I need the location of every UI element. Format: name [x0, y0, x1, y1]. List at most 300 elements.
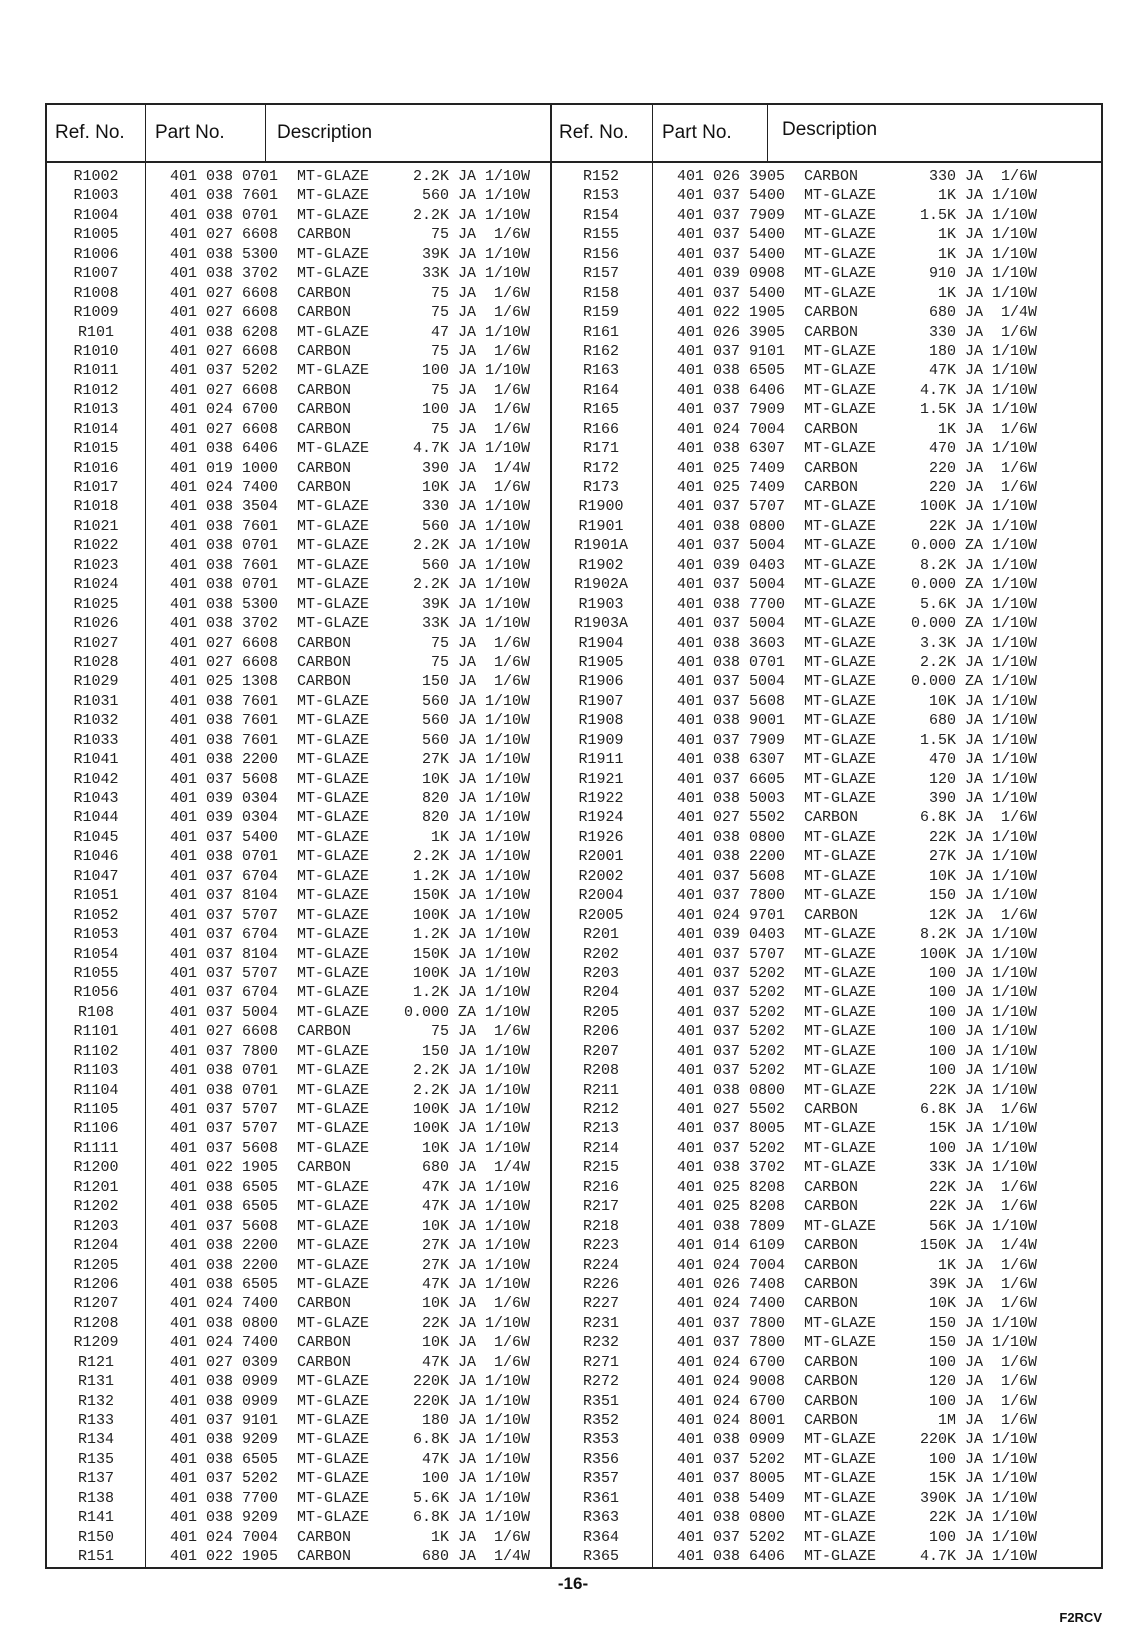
description-value: 470 JA 1/10W: [928, 440, 1037, 458]
description-value: 1K JA 1/10W: [937, 226, 1037, 244]
ref-no: R2004: [578, 887, 624, 905]
table-row: [47, 420, 550, 439]
ref-no: R171: [582, 440, 619, 458]
ref-no: R1026: [73, 615, 119, 633]
description-type: MT-GLAZE: [804, 731, 877, 749]
description-value: 1K JA 1/6W: [937, 1256, 1037, 1274]
table-row: [552, 439, 1102, 458]
description-value: 150K JA 1/10W: [412, 945, 530, 963]
description-type: CARBON: [804, 1101, 859, 1118]
part-no: 401 038 6406: [677, 381, 786, 399]
part-no: 401 038 7601: [170, 712, 279, 730]
part-no: 401 037 5707: [170, 964, 279, 982]
description-type: MT-GLAZE: [804, 1334, 877, 1352]
description-type: MT-GLAZE: [297, 595, 370, 613]
part-no: 401 037 5608: [677, 867, 786, 885]
part-no: 401 024 7004: [170, 1528, 279, 1546]
description-value: 75 JA 1/6W: [430, 381, 530, 399]
description-type: MT-GLAZE: [804, 790, 877, 807]
description-value: 6.8K JA 1/10W: [412, 1509, 530, 1527]
table-row: [47, 672, 550, 691]
table-row: [552, 1450, 1102, 1469]
description-type: MT-GLAZE: [297, 828, 370, 846]
part-no: 401 037 5608: [170, 770, 279, 788]
part-no: 401 024 6700: [677, 1353, 786, 1371]
description-type: MT-GLAZE: [804, 945, 877, 963]
description-type: MT-GLAZE: [804, 1042, 877, 1060]
ref-no: R223: [582, 1237, 619, 1255]
table-row: [47, 575, 550, 594]
description-value: 4.7K JA 1/10W: [919, 381, 1037, 399]
description-type: MT-GLAZE: [297, 790, 370, 807]
description-value: 47K JA 1/10W: [421, 1450, 530, 1468]
ref-no: R1924: [578, 809, 624, 827]
description-type: MT-GLAZE: [804, 206, 877, 224]
table-row: [47, 342, 550, 361]
part-no: 401 024 7400: [170, 1334, 279, 1352]
description-type: CARBON: [297, 1023, 352, 1041]
description-type: MT-GLAZE: [804, 964, 877, 982]
ref-no: R1926: [578, 828, 624, 846]
part-no: 401 024 6700: [170, 401, 279, 419]
description-value: 1.5K JA 1/10W: [919, 731, 1037, 749]
table-row: [552, 206, 1102, 225]
ref-no: R1202: [73, 1198, 119, 1216]
description-type: MT-GLAZE: [804, 440, 877, 458]
ref-no: R1021: [73, 517, 119, 535]
header-desc-left: Description: [277, 122, 373, 143]
table-row: [552, 381, 1102, 400]
description-value: 100 JA 1/10W: [928, 1003, 1037, 1021]
part-no: 401 037 6605: [677, 770, 786, 788]
description-type: MT-GLAZE: [297, 867, 370, 885]
right-rows: [552, 167, 1102, 1567]
description-type: MT-GLAZE: [804, 362, 877, 380]
part-no: 401 027 6608: [170, 226, 279, 244]
ref-no: R353: [582, 1431, 619, 1449]
description-type: CARBON: [804, 1178, 859, 1196]
ref-no: R137: [77, 1470, 114, 1488]
part-no: 401 037 5707: [170, 1101, 279, 1118]
description-value: 22K JA 1/6W: [928, 1198, 1037, 1216]
ref-no: R1208: [73, 1314, 119, 1332]
part-no: 401 037 5707: [677, 945, 786, 963]
ref-no: R1922: [578, 790, 624, 807]
description-type: CARBON: [297, 673, 352, 691]
description-type: MT-GLAZE: [804, 595, 877, 613]
description-value: 1K JA 1/10W: [430, 828, 530, 846]
part-no: 401 038 0701: [170, 576, 279, 594]
part-no: 401 025 8208: [677, 1198, 786, 1216]
ref-no: R1027: [73, 634, 119, 652]
ref-no: R1003: [73, 187, 119, 205]
description-type: CARBON: [297, 479, 352, 496]
table-row: [47, 264, 550, 283]
table-row: [552, 1294, 1102, 1313]
ref-no: R361: [582, 1489, 619, 1507]
table-row: [47, 634, 550, 653]
description-type: MT-GLAZE: [297, 168, 370, 185]
table-row: [47, 711, 550, 730]
part-no: 401 037 5400: [677, 245, 786, 263]
description-type: MT-GLAZE: [804, 245, 877, 263]
description-value: 330 JA 1/6W: [928, 323, 1037, 341]
part-no: 401 037 5202: [170, 1470, 279, 1488]
part-no: 401 024 7400: [170, 479, 279, 496]
ref-no: R352: [582, 1412, 619, 1429]
description-value: 22K JA 1/10W: [421, 1314, 530, 1332]
table-row: [47, 1430, 550, 1449]
table-row: [552, 186, 1102, 205]
table-row: [47, 1314, 550, 1333]
table-row: [552, 536, 1102, 555]
table-row: [552, 1042, 1102, 1061]
description-value: 120 JA 1/10W: [928, 770, 1037, 788]
part-no: 401 038 2200: [170, 751, 279, 769]
ref-no: R1023: [73, 556, 119, 574]
part-no: 401 038 0800: [677, 517, 786, 535]
table-row: [552, 420, 1102, 439]
part-no: 401 024 7004: [677, 420, 786, 438]
description-value: 220K JA 1/10W: [412, 1373, 530, 1391]
part-no: 401 037 5202: [677, 1042, 786, 1060]
table-row: [47, 1353, 550, 1372]
ref-no: R1024: [73, 576, 119, 594]
description-type: MT-GLAZE: [804, 537, 877, 555]
description-value: 1.2K JA 1/10W: [412, 867, 530, 885]
description-type: MT-GLAZE: [297, 1489, 370, 1507]
table-row: [47, 497, 550, 516]
ref-no: R173: [582, 479, 619, 496]
description-value: 2.2K JA 1/10W: [412, 576, 530, 594]
table-row: [47, 1022, 550, 1041]
ref-no: R1903A: [573, 615, 628, 633]
part-no: 401 037 7800: [677, 1314, 786, 1332]
description-value: 220K JA 1/10W: [412, 1392, 530, 1410]
description-type: MT-GLAZE: [804, 751, 877, 769]
part-no: 401 037 8104: [170, 887, 279, 905]
part-no: 401 027 0309: [170, 1353, 279, 1371]
ref-no: R206: [582, 1023, 619, 1041]
part-no: 401 039 0304: [170, 809, 279, 827]
ref-no: R1901A: [573, 537, 628, 555]
description-value: 150 JA 1/6W: [421, 673, 530, 691]
description-value: 680 JA 1/4W: [928, 304, 1037, 322]
description-value: 39K JA 1/10W: [421, 595, 530, 613]
description-value: 390 JA 1/10W: [928, 790, 1037, 807]
part-no: 401 037 5202: [677, 1450, 786, 1468]
part-no: 401 037 5400: [677, 187, 786, 205]
part-no: 401 038 0800: [677, 828, 786, 846]
part-no: 401 037 5608: [170, 1217, 279, 1235]
description-type: MT-GLAZE: [804, 498, 877, 516]
ref-no: R155: [582, 226, 619, 244]
description-type: MT-GLAZE: [804, 615, 877, 633]
table-row: [552, 1061, 1102, 1080]
ref-no: R151: [77, 1548, 114, 1566]
part-no: 401 037 5202: [677, 1528, 786, 1546]
ref-no: R1106: [73, 1120, 119, 1138]
table-row: [552, 225, 1102, 244]
ref-no: R1911: [578, 751, 624, 769]
part-no: 401 027 5502: [677, 809, 786, 827]
table-row: [47, 1469, 550, 1488]
ref-no: R1053: [73, 926, 119, 944]
part-no: 401 038 0800: [170, 1314, 279, 1332]
description-value: 100K JA 1/10W: [412, 1101, 530, 1118]
ref-no: R224: [582, 1256, 619, 1274]
part-no: 401 037 5707: [170, 1120, 279, 1138]
ref-no: R1111: [73, 1139, 119, 1157]
table-row: [47, 1158, 550, 1177]
table-row: [47, 867, 550, 886]
table-row: [47, 983, 550, 1002]
table-row: [552, 245, 1102, 264]
ref-no: R215: [582, 1159, 619, 1177]
part-no: 401 038 2200: [170, 1237, 279, 1255]
description-value: 2.2K JA 1/10W: [412, 168, 530, 185]
part-no: 401 038 0701: [170, 848, 279, 866]
description-type: CARBON: [297, 1295, 352, 1313]
description-value: 22K JA 1/10W: [928, 1081, 1037, 1099]
description-type: CARBON: [297, 459, 352, 477]
table-row: [552, 323, 1102, 342]
description-value: 75 JA 1/6W: [430, 653, 530, 671]
table-row: [47, 1275, 550, 1294]
table-row: [552, 692, 1102, 711]
description-value: 220K JA 1/10W: [919, 1431, 1037, 1449]
ref-no: R1201: [73, 1178, 119, 1196]
part-no: 401 024 9008: [677, 1373, 786, 1391]
ref-no: R1104: [73, 1081, 119, 1099]
description-type: MT-GLAZE: [804, 692, 877, 710]
ref-no: R1055: [73, 964, 119, 982]
description-value: 47K JA 1/10W: [421, 1275, 530, 1293]
description-value: 1K JA 1/10W: [937, 245, 1037, 263]
part-no: 401 026 3905: [677, 323, 786, 341]
description-type: MT-GLAZE: [804, 556, 877, 574]
description-type: CARBON: [804, 1237, 859, 1255]
ref-no: R1033: [73, 731, 119, 749]
description-value: 560 JA 1/10W: [421, 712, 530, 730]
part-no: 401 038 6307: [677, 440, 786, 458]
ref-no: R154: [582, 206, 619, 224]
table-row: [552, 400, 1102, 419]
description-type: CARBON: [297, 1159, 352, 1177]
divider: [265, 105, 266, 161]
table-row: [47, 167, 550, 186]
part-no: 401 039 0908: [677, 265, 786, 283]
description-value: 22K JA 1/10W: [928, 1509, 1037, 1527]
ref-no: R231: [582, 1314, 619, 1332]
description-type: MT-GLAZE: [297, 187, 370, 205]
ref-no: R1101: [73, 1023, 119, 1041]
description-value: 680 JA 1/10W: [928, 712, 1037, 730]
part-no: 401 024 7004: [677, 1256, 786, 1274]
description-type: MT-GLAZE: [297, 498, 370, 516]
table-row: [552, 1353, 1102, 1372]
part-no: 401 038 5300: [170, 595, 279, 613]
description-type: MT-GLAZE: [804, 1081, 877, 1099]
ref-no: R1207: [73, 1295, 119, 1313]
ref-no: R1005: [73, 226, 119, 244]
description-value: 560 JA 1/10W: [421, 692, 530, 710]
ref-no: R217: [582, 1198, 619, 1216]
description-value: 6.8K JA 1/6W: [919, 809, 1037, 827]
description-value: 1.5K JA 1/10W: [919, 206, 1037, 224]
part-no: 401 037 8005: [677, 1470, 786, 1488]
description-value: 27K JA 1/10W: [421, 1256, 530, 1274]
ref-no: R1904: [578, 634, 624, 652]
description-value: 6.8K JA 1/6W: [919, 1101, 1037, 1118]
ref-no: R1200: [73, 1159, 119, 1177]
table-row: [47, 459, 550, 478]
description-type: MT-GLAZE: [804, 887, 877, 905]
description-type: MT-GLAZE: [804, 401, 877, 419]
part-no: 401 038 7700: [677, 595, 786, 613]
description-value: 47 JA 1/10W: [430, 323, 530, 341]
description-type: MT-GLAZE: [297, 1120, 370, 1138]
ref-no: R356: [582, 1450, 619, 1468]
table-row: [552, 517, 1102, 536]
part-no: 401 027 6608: [170, 284, 279, 302]
description-value: 150 JA 1/10W: [421, 1042, 530, 1060]
part-no: 401 038 0701: [170, 537, 279, 555]
part-no: 401 025 7409: [677, 459, 786, 477]
table-row: [47, 1528, 550, 1547]
description-type: CARBON: [297, 226, 352, 244]
description-value: 75 JA 1/6W: [430, 342, 530, 360]
description-value: 220 JA 1/6W: [928, 459, 1037, 477]
description-value: 2.2K JA 1/10W: [919, 653, 1037, 671]
description-type: CARBON: [297, 420, 352, 438]
description-value: 180 JA 1/10W: [421, 1412, 530, 1429]
table-row: [47, 381, 550, 400]
description-type: CARBON: [297, 653, 352, 671]
description-value: 0.000 ZA 1/10W: [910, 576, 1037, 594]
description-value: 2.2K JA 1/10W: [412, 1062, 530, 1080]
table-row: [47, 1294, 550, 1313]
ref-no: R226: [582, 1275, 619, 1293]
description-type: MT-GLAZE: [297, 1139, 370, 1157]
part-no: 401 038 0800: [677, 1509, 786, 1527]
description-value: 1.5K JA 1/10W: [919, 401, 1037, 419]
part-no: 401 037 5202: [677, 984, 786, 1002]
ref-no: R1052: [73, 906, 119, 924]
ref-no: R363: [582, 1509, 619, 1527]
ref-no: R213: [582, 1120, 619, 1138]
ref-no: R1906: [578, 673, 624, 691]
part-no: 401 037 5004: [677, 576, 786, 594]
part-no: 401 037 5400: [677, 284, 786, 302]
ref-no: R1013: [73, 401, 119, 419]
description-value: 47K JA 1/10W: [421, 1198, 530, 1216]
description-type: CARBON: [804, 1392, 859, 1410]
part-no: 401 025 8208: [677, 1178, 786, 1196]
table-row: [47, 1236, 550, 1255]
description-value: 100 JA 1/10W: [928, 1528, 1037, 1546]
table-row: [552, 1275, 1102, 1294]
part-no: 401 038 7601: [170, 187, 279, 205]
ref-no: R1045: [73, 828, 119, 846]
table-row: [47, 886, 550, 905]
part-no: 401 037 5004: [677, 615, 786, 633]
description-value: 100 JA 1/10W: [928, 1450, 1037, 1468]
part-no: 401 038 5003: [677, 790, 786, 807]
ref-no: R101: [77, 323, 114, 341]
table-row: [47, 206, 550, 225]
part-no: 401 022 1905: [170, 1548, 279, 1566]
table-row: [47, 1217, 550, 1236]
table-row: [47, 906, 550, 925]
ref-no: R172: [582, 459, 619, 477]
description-type: MT-GLAZE: [804, 712, 877, 730]
part-no: 401 038 0701: [170, 206, 279, 224]
description-type: MT-GLAZE: [297, 926, 370, 944]
ref-no: R1022: [73, 537, 119, 555]
description-value: 680 JA 1/4W: [421, 1159, 530, 1177]
ref-no: R1015: [73, 440, 119, 458]
description-value: 27K JA 1/10W: [421, 751, 530, 769]
description-type: MT-GLAZE: [297, 1314, 370, 1332]
part-no: 401 039 0403: [677, 556, 786, 574]
ref-no: R1011: [73, 362, 119, 380]
table-row: [47, 595, 550, 614]
description-type: MT-GLAZE: [297, 1509, 370, 1527]
description-type: CARBON: [804, 1412, 859, 1429]
description-type: MT-GLAZE: [804, 1217, 877, 1235]
table-row: [47, 808, 550, 827]
ref-no: R152: [582, 168, 619, 185]
table-row: [552, 342, 1102, 361]
description-value: 10K JA 1/6W: [421, 1295, 530, 1313]
ref-no: R364: [582, 1528, 619, 1546]
table-row: [47, 1392, 550, 1411]
part-no: 401 038 6505: [170, 1450, 279, 1468]
part-no: 401 037 5202: [677, 1062, 786, 1080]
description-value: 120 JA 1/6W: [928, 1373, 1037, 1391]
ref-no: R357: [582, 1470, 619, 1488]
ref-no: R1028: [73, 653, 119, 671]
table-row: [47, 1003, 550, 1022]
table-row: [47, 245, 550, 264]
part-no: 401 027 6608: [170, 653, 279, 671]
part-no: 401 038 9209: [170, 1431, 279, 1449]
ref-no: R1054: [73, 945, 119, 963]
table-row: [552, 925, 1102, 944]
part-no: 401 038 5300: [170, 245, 279, 263]
table-row: [552, 945, 1102, 964]
part-no: 401 037 5202: [677, 1003, 786, 1021]
table-row: [552, 556, 1102, 575]
part-no: 401 027 6608: [170, 381, 279, 399]
description-value: 100 JA 1/10W: [928, 1062, 1037, 1080]
description-type: CARBON: [804, 1353, 859, 1371]
part-no: 401 038 0701: [677, 653, 786, 671]
description-type: MT-GLAZE: [804, 867, 877, 885]
description-type: MT-GLAZE: [297, 1470, 370, 1488]
description-value: 27K JA 1/10W: [421, 1237, 530, 1255]
ref-no: R157: [582, 265, 619, 283]
part-no: 401 037 7909: [677, 731, 786, 749]
ref-no: R1902A: [573, 576, 628, 594]
table-row: [552, 1508, 1102, 1527]
description-type: MT-GLAZE: [804, 342, 877, 360]
table-row: [47, 361, 550, 380]
part-no: 401 019 1000: [170, 459, 279, 477]
description-value: 1K JA 1/6W: [937, 420, 1037, 438]
part-no: 401 038 0701: [170, 1081, 279, 1099]
